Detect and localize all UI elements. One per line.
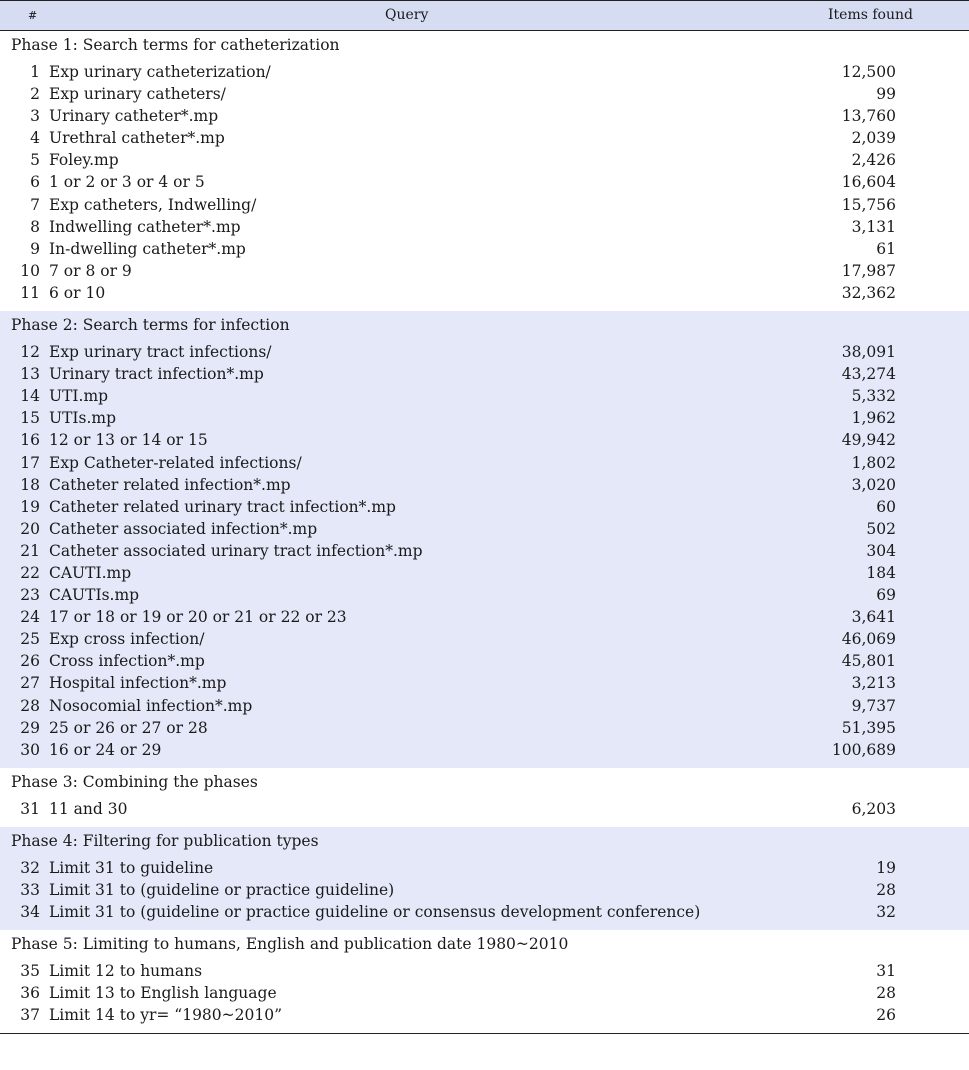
row-items-found: 32,362 [841, 283, 896, 302]
row-number: 27 [20, 674, 40, 693]
row-number: 7 [30, 195, 40, 214]
row-items-found: 13,760 [841, 107, 896, 126]
table-header [0, 0, 969, 31]
row-query: Catheter associated infection*.mp [49, 519, 318, 538]
row-query: UTIs.mp [49, 409, 117, 428]
row-query: Indwelling catheter*.mp [49, 217, 241, 236]
row-query: Exp Catheter-related infections/ [49, 453, 302, 472]
phase-section [0, 768, 969, 827]
table-row [0, 474, 969, 496]
row-items-found: 69 [876, 586, 896, 605]
table-row [0, 672, 969, 694]
row-number: 30 [20, 740, 40, 759]
table-row [0, 105, 969, 127]
row-items-found: 43,274 [841, 365, 896, 384]
row-number: 18 [20, 475, 40, 494]
table-row [0, 452, 969, 474]
table-row [0, 518, 969, 540]
row-query: Catheter related infection*.mp [49, 475, 291, 494]
row-items-found: 51,395 [841, 718, 896, 737]
phase-section [0, 930, 969, 1033]
row-query: Urethral catheter*.mp [49, 129, 225, 148]
row-items-found: 16,604 [841, 173, 896, 192]
row-items-found: 32 [876, 903, 896, 922]
row-items-found: 2,039 [851, 129, 896, 148]
row-items-found: 3,020 [851, 475, 896, 494]
table-row [0, 149, 969, 171]
row-items-found: 31 [876, 962, 896, 981]
row-number: 17 [20, 453, 40, 472]
table-row [0, 584, 969, 606]
row-number: 11 [20, 283, 40, 302]
row-number: 28 [20, 696, 40, 715]
row-number: 16 [20, 431, 40, 450]
row-items-found: 2,426 [851, 151, 896, 170]
row-number: 9 [30, 239, 40, 258]
table-row [0, 171, 969, 193]
row-number: 8 [30, 217, 40, 236]
row-query: 1 or 2 or 3 or 4 or 5 [49, 173, 205, 192]
row-number: 29 [20, 718, 40, 737]
row-number: 25 [20, 630, 40, 649]
phase-section [0, 31, 969, 311]
row-number: 14 [20, 387, 40, 406]
row-query: Catheter related urinary tract infection*.mp [49, 497, 396, 516]
phase-section [0, 827, 969, 930]
table-row [0, 363, 969, 385]
row-query: Limit 14 to yr= “1980~2010” [49, 1006, 283, 1025]
table-row [0, 496, 969, 518]
table-row [0, 407, 969, 429]
row-number: 13 [20, 365, 40, 384]
row-items-found: 99 [876, 85, 896, 104]
table-row [0, 1004, 969, 1026]
phase-title: Phase 5: Limiting to humans, English and publication date 1980~2010 [11, 935, 569, 954]
row-query: Hospital infection*.mp [49, 674, 227, 693]
row-items-found: 3,641 [851, 608, 896, 627]
row-items-found: 15,756 [841, 195, 896, 214]
row-query: CAUTIs.mp [49, 586, 140, 605]
row-number: 3 [30, 107, 40, 126]
row-items-found: 304 [866, 541, 896, 560]
row-items-found: 60 [876, 497, 896, 516]
row-number: 19 [20, 497, 40, 516]
table-row [0, 650, 969, 672]
row-number: 10 [20, 261, 40, 280]
row-number: 37 [20, 1006, 40, 1025]
row-items-found: 28 [876, 881, 896, 899]
table-row [0, 982, 969, 1004]
row-number: 23 [20, 586, 40, 605]
row-number: 24 [20, 608, 40, 627]
row-items-found: 1,962 [851, 409, 896, 428]
row-query: Exp urinary catheterization/ [49, 63, 271, 81]
row-number: 15 [20, 409, 40, 428]
row-number: 20 [20, 519, 40, 538]
table-row [0, 216, 969, 238]
row-number: 5 [30, 151, 40, 170]
table-bottom-rule [0, 1033, 969, 1034]
row-number: 33 [20, 881, 40, 899]
row-query: 7 or 8 or 9 [49, 261, 132, 280]
row-query: 25 or 26 or 27 or 28 [49, 718, 208, 737]
row-query: Urinary catheter*.mp [49, 107, 219, 126]
row-items-found: 6,203 [851, 799, 896, 818]
row-query: Limit 31 to (guideline or practice guideline or consensus development conference) [49, 903, 701, 922]
row-number: 1 [30, 63, 40, 81]
row-items-found: 38,091 [841, 343, 896, 362]
row-number: 6 [30, 173, 40, 192]
phase-title: Phase 3: Combining the phases [11, 772, 258, 791]
table-row [0, 238, 969, 260]
row-items-found: 9,737 [851, 696, 896, 715]
row-number: 31 [20, 799, 40, 818]
column-header-query: Query [385, 7, 429, 23]
row-items-found: 49,942 [841, 431, 896, 450]
table-row [0, 717, 969, 739]
row-items-found: 28 [876, 984, 896, 1003]
row-query: UTI.mp [49, 387, 109, 406]
row-items-found: 502 [866, 519, 896, 538]
row-query: Cross infection*.mp [49, 652, 205, 671]
row-query: 12 or 13 or 14 or 15 [49, 431, 208, 450]
table-row [0, 901, 969, 923]
row-query: Limit 31 to guideline [49, 858, 214, 877]
row-number: 36 [20, 984, 40, 1003]
table-row [0, 260, 969, 282]
row-items-found: 17,987 [841, 261, 896, 280]
table-row [0, 127, 969, 149]
row-query: Exp urinary catheters/ [49, 85, 226, 104]
row-items-found: 5,332 [851, 387, 896, 406]
phase-title: Phase 2: Search terms for infection [11, 316, 290, 335]
row-number: 2 [30, 85, 40, 104]
table-row [0, 61, 969, 83]
row-query: Nosocomial infection*.mp [49, 696, 253, 715]
table-row [0, 385, 969, 407]
table-row [0, 739, 969, 761]
phase-title: Phase 4: Filtering for publication types [11, 831, 319, 850]
row-query: 16 or 24 or 29 [49, 740, 162, 759]
table-body [0, 31, 969, 1033]
row-items-found: 100,689 [831, 740, 896, 759]
row-items-found: 12,500 [841, 63, 896, 81]
column-header-items-found: Items found [828, 7, 913, 23]
phase-title: Phase 1: Search terms for catheterization [11, 36, 340, 54]
row-items-found: 3,131 [851, 217, 896, 236]
row-items-found: 3,213 [851, 674, 896, 693]
row-query: CAUTI.mp [49, 563, 132, 582]
table-row [0, 341, 969, 363]
row-number: 22 [20, 563, 40, 582]
table-row [0, 194, 969, 216]
row-items-found: 46,069 [841, 630, 896, 649]
row-query: 6 or 10 [49, 283, 106, 302]
table-row [0, 282, 969, 304]
row-number: 4 [30, 129, 40, 148]
row-number: 21 [20, 541, 40, 560]
row-query: Exp catheters, Indwelling/ [49, 195, 257, 214]
table-row [0, 83, 969, 105]
row-number: 26 [20, 652, 40, 671]
row-items-found: 45,801 [841, 652, 896, 671]
table-row [0, 628, 969, 650]
row-number: 32 [20, 858, 40, 877]
table-row [0, 606, 969, 628]
row-query: 17 or 18 or 19 or 20 or 21 or 22 or 23 [49, 608, 347, 627]
row-items-found: 61 [876, 239, 896, 258]
row-number: 34 [20, 903, 40, 922]
row-query: Limit 12 to humans [49, 962, 203, 981]
row-number: 12 [20, 343, 40, 362]
table-row [0, 429, 969, 451]
table-row [0, 857, 969, 879]
row-items-found: 184 [866, 563, 896, 582]
row-query: Catheter associated urinary tract infection*.mp [49, 541, 423, 560]
table-row [0, 695, 969, 717]
row-query: Foley.mp [49, 151, 119, 170]
row-query: In-dwelling catheter*.mp [49, 239, 246, 258]
phase-section [0, 311, 969, 768]
table-row [0, 960, 969, 982]
row-items-found: 26 [876, 1006, 896, 1025]
table-row [0, 540, 969, 562]
table-row [0, 879, 969, 901]
row-query: 11 and 30 [49, 799, 128, 818]
row-query: Urinary tract infection*.mp [49, 365, 264, 384]
row-items-found: 19 [876, 858, 896, 877]
row-query: Limit 31 to (guideline or practice guideline) [49, 881, 395, 899]
table-row [0, 562, 969, 584]
row-items-found: 1,802 [851, 453, 896, 472]
column-header-number: # [28, 9, 38, 22]
row-query: Limit 13 to English language [49, 984, 277, 1003]
row-number: 35 [20, 962, 40, 981]
row-query: Exp cross infection/ [49, 630, 205, 649]
row-query: Exp urinary tract infections/ [49, 343, 272, 362]
table-row [0, 798, 969, 820]
